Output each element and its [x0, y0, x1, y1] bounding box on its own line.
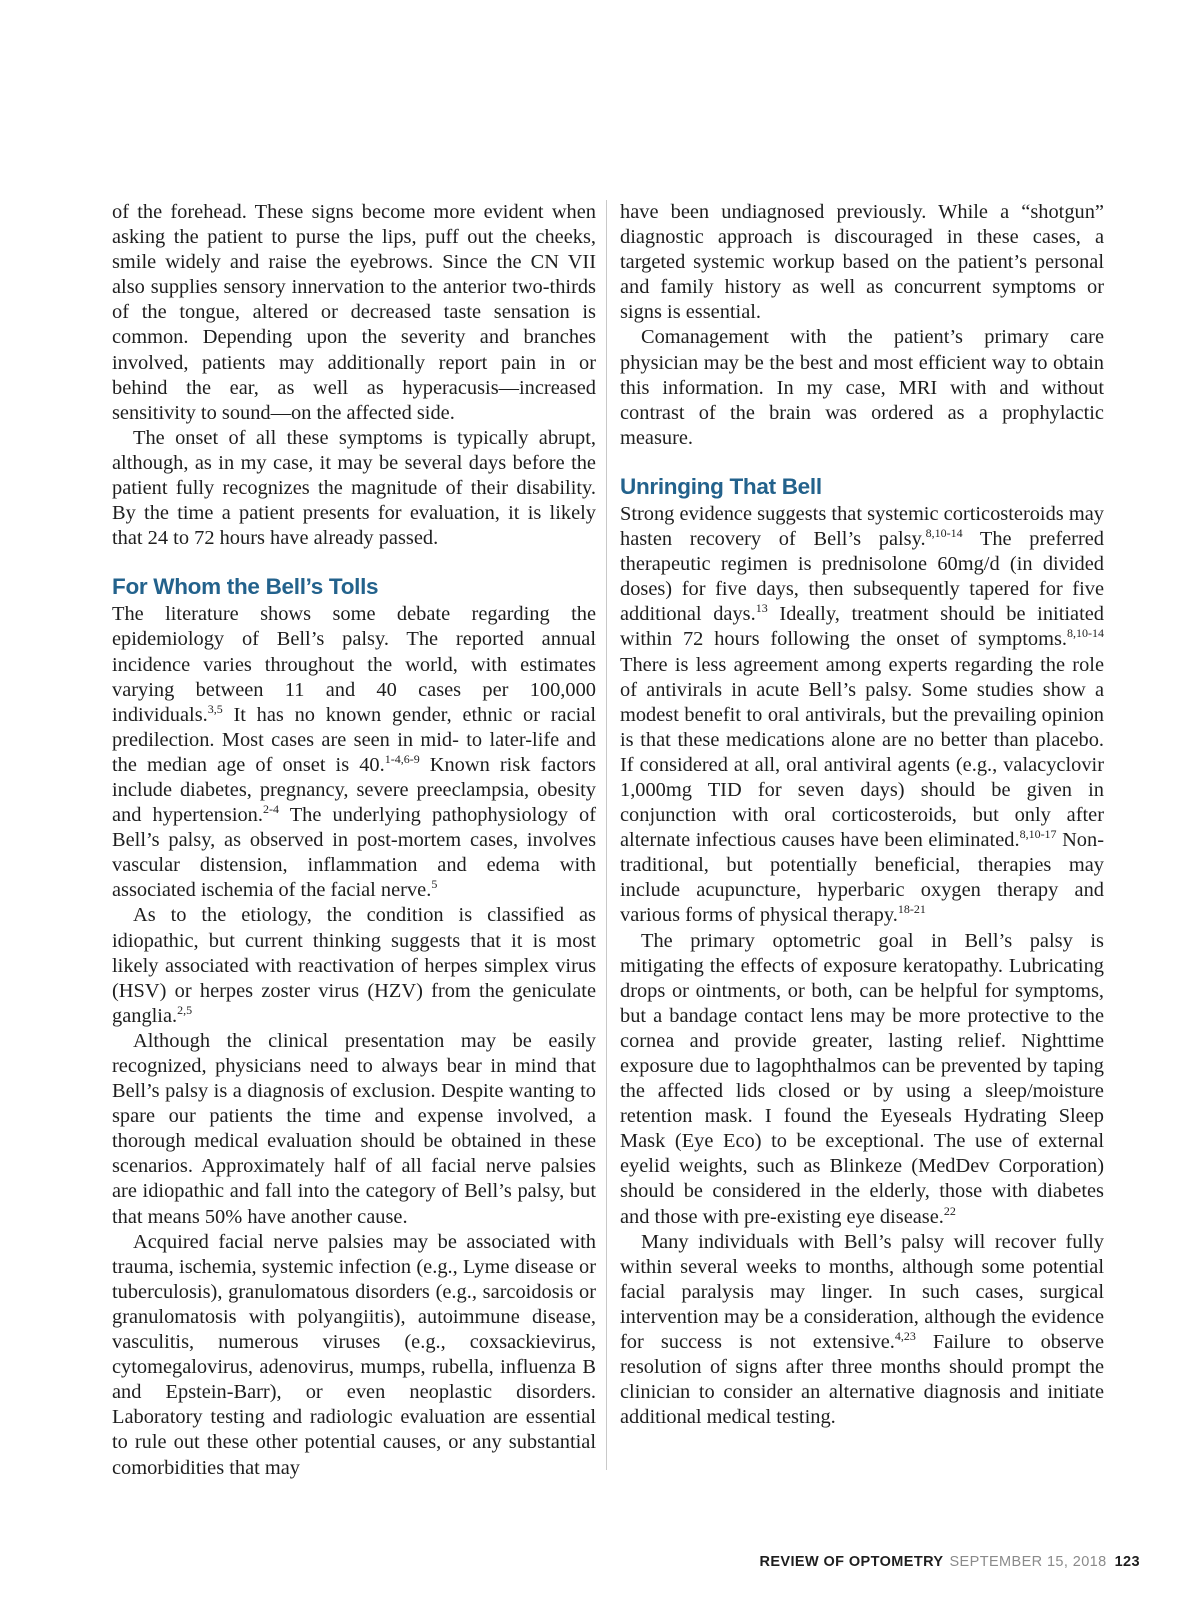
citation: 2-4 [262, 802, 279, 817]
citation: 5 [431, 877, 438, 892]
citation: 1-4,6-9 [384, 751, 420, 766]
citation: 3,5 [207, 701, 223, 716]
citation: 8,10-14 [1067, 626, 1104, 641]
section-heading-unringing-that-bell: Unringing That Bell [620, 473, 822, 499]
column-divider [606, 200, 607, 1470]
page-number: 123 [1114, 1554, 1140, 1570]
right-paragraph-4: The primary optometric goal in Bell’s palsy is mitigating the effects of exposure keratopathy. Lubricating drops or ointments, or both, can be helpful for symptoms, but a bandage contact lens may be more protective to the cornea and provide greater, lasting relief. Nighttime exposure due to lagophthalmos can be prevented by taping the affected lids closed or by using a sleep/moisture retention mask. I found the Eyeseals Hydrating Sleep Mask (Eye Eco) to be exceptional. The use of external eyelid weights, such as Blinkeze (MedDev Corporation) should be considered in the elderly, those with diabetes and those with pre-existing eye disease.$^{22}$ [620, 929, 1104, 1228]
right-paragraph-5: Many individuals with Bell’s palsy will recover fully within several weeks to months, although some potential facial paralysis may linger. In such cases, surgical intervention may be a consideration, although the evidence for success is not extensive.$^{4,23}$ Failure to observe resolution of signs after three months should prompt the clinician to consider an alternative diagnosis and initiate additional medical testing. [620, 1230, 1104, 1429]
right-paragraph-2: Comanagement with the patient’s primary care physician may be the best and most efficient way to obtain this information. In my case, MRI with and without contrast of the brain was ordered as a prophylactic measure. [620, 326, 1104, 449]
right-paragraph-3: Strong evidence suggests that systemic corticosteroids may hasten recovery of Bell’s palsy.$^{8,10-14}$ The preferred therapeutic regimen is prednisolone 60mg/d (in divided doses) for five days, then subsequently tapered for five additional days.$^{13}$ Ideally, treatment should be initiated within 72 hours following the onset of symptoms.$^{8,10-14}$ There is less agreement among experts regarding the role of antivirals in acute Bell’s palsy. Some studies show a modest benefit to oral antivirals, but the prevailing opinion is that these medications alone are no better than placebo. If considered at all, oral antiviral agents (e.g., valacyclovir 1,000mg TID for seven days) should be given in conjunction with oral corticosteroids, but only after alternate infectious causes have been eliminated.$^{8,10-17}$ Non-traditional, but potentially beneficial, therapies may include acupuncture, hyperbaric oxygen therapy and various forms of physical therapy.$^{18-21}$ [620, 502, 1105, 927]
citation: 22 [943, 1203, 956, 1218]
left-paragraph-1: of the forehead. These signs become more evident when asking the patient to purse the lips, puff out the cheeks, smile widely and raise the eyebrows. Since the CN VII also supplies sensory innervation to the anterior two-thirds of the tongue, altered or decreased taste sensation is common. Depending upon the severity and branches involved, patients may additionally report pain in or behind the ear, as well as hyperacusis—increased sensitivity to sound—on the affected side. [112, 201, 596, 424]
issue-date: SEPTEMBER 15, 2018 [949, 1554, 1107, 1570]
left-paragraph-5: Although the clinical presentation may be easily recognized, physicians need to always bear in mind that Bell’s palsy is a diagnosis of exclusion. Despite wanting to spare our patients the time and expense involved, a thorough medical evaluation should be obtained in these scenarios. Approximately half of all facial nerve palsies are idiopathic and fall into the category of Bell’s palsy, but that means 50% have another cause. [112, 1029, 596, 1228]
right-column [620, 200, 1104, 1430]
magazine-name: REVIEW OF OPTOMETRY [759, 1554, 944, 1570]
right-paragraph-1: have been undiagnosed previously. While a “shotgun” diagnostic approach is discouraged in these cases, a targeted systemic workup based on the patient’s personal and family history as well as concurrent symptoms or signs is essential. [620, 201, 1104, 324]
left-paragraph-6: Acquired facial nerve palsies may be associated with trauma, ischemia, systemic infection (e.g., Lyme disease or tuberculosis), granulomatous disorders (e.g., sarcoidosis or granulomatosis with polyangiitis), autoimmune disease, vasculitis, numerous viruses (e.g., coxsackievirus, cytomegalovirus, adenovirus, mumps, rubella, influenza B and Epstein-Barr), or even neoplastic disorders. Laboratory testing and radiologic evaluation are essential to rule out these other potential causes, or any substantial comorbidities that may [112, 1230, 596, 1479]
citation: 18-21 [897, 902, 926, 917]
citation: 8,10-14 [925, 526, 963, 541]
page-footer [759, 1554, 1140, 1570]
citation: 13 [755, 601, 768, 616]
citation: 4,23 [894, 1329, 916, 1344]
left-paragraph-2: The onset of all these symptoms is typically abrupt, although, as in my case, it may be several days before the patient fully recognizes the magnitude of their disability. By the time a patient presents for evaluation, it is likely that 24 to 72 hours have already passed. [112, 426, 596, 550]
section-heading-for-whom-the-bells-tolls: For Whom the Bell’s Tolls [112, 574, 379, 600]
left-column [112, 200, 596, 1481]
left-paragraph-4: As to the etiology, the condition is classified as idiopathic, but current thinking suggests that it is most likely associated with reactivation of herpes simplex virus (HSV) or herpes zoster virus (HZV) from the geniculate ganglia.$^{2,5}$ [112, 904, 596, 1027]
citation: 8,10-17 [1019, 827, 1057, 842]
left-paragraph-3: The literature shows some debate regarding the epidemiology of Bell’s palsy. The reported annual incidence varies throughout the world, with estimates varying between 11 and 40 cases per 100,000 individuals.$^{3,5}$ It has no known gender, ethnic or racial predilection. Most cases are seen in mid- to later-life and the median age of onset is 40.$^{1-4,6-9}$ Known risk factors include diabetes, pregnancy, severe preeclampsia, obesity and hypertension.$^{2-4}$ The underlying pathophysiology of Bell’s palsy, as observed in post-mortem cases, involves vascular distension, inflammation and edema with associated ischemia of the facial nerve.$^5$ [112, 603, 596, 902]
citation: 2,5 [177, 1002, 193, 1017]
